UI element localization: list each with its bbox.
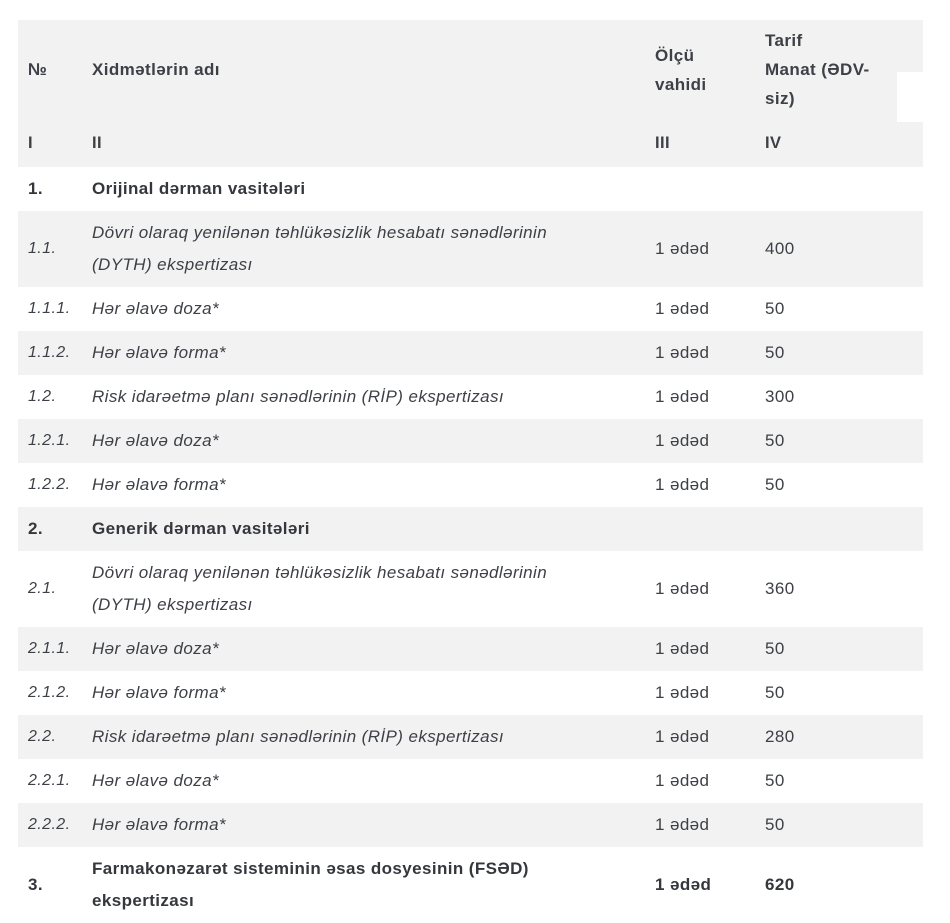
cell-no: 1. [28,179,43,198]
column-header-no [18,55,92,84]
header-roman-row [18,119,923,167]
cell-no: 2.2. [28,728,57,745]
cell-name [92,173,655,206]
cell-name [92,513,655,546]
cell-tarif: 620 [765,875,795,894]
service-name: Risk idarəetmə planı sənədlərinin (RİP) ekspertizası [92,727,504,747]
cell-no: 1.2.1. [28,432,71,449]
table-header [18,20,923,167]
table-row [18,803,923,847]
cell-tarif: 50 [765,771,785,790]
cell-unit: 1 ədəd [655,387,710,406]
column-header-unit [655,41,765,99]
cell-no: 2. [28,519,43,538]
table-row [18,375,923,419]
cell-no: 2.2.1. [28,772,71,789]
table-body [18,167,923,923]
cell-name [92,809,655,842]
roman-numeral-II: II [92,133,102,152]
cell-unit: 1 ədəd [655,343,710,362]
service-name: Generik dərman vasitələri [92,519,310,539]
table-row [18,463,923,507]
service-name: Dövri olaraq yenilənən təhlükəsizlik hesabatı sənədlərinin (DYTH) ekspertizası [92,563,548,614]
tariff-table [18,20,923,923]
table-row [18,287,923,331]
table-row [18,715,923,759]
cell-unit: 1 ədəd [655,727,710,746]
cell-tarif: 400 [765,239,795,258]
header-label-row [18,20,923,119]
header-white-notch [897,72,923,122]
service-name: Hər əlavə doza* [92,299,219,319]
cell-tarif: 50 [765,475,785,494]
roman-numeral-III: III [655,133,670,152]
cell-tarif: 50 [765,343,785,362]
table-row [18,551,923,627]
cell-no: 1.1.1. [28,300,71,317]
column-header-tarif-line2: Manat (ƏDV- [765,60,870,79]
cell-unit: 1 ədəd [655,875,712,894]
service-name: Dövri olaraq yenilənən təhlükəsizlik hesabatı sənədlərinin (DYTH) ekspertizası [92,223,548,274]
cell-no: 1.1.2. [28,344,71,361]
cell-no: 1.2. [28,388,57,405]
cell-unit: 1 ədəd [655,475,710,494]
table-row [18,211,923,287]
table-row [18,419,923,463]
cell-name [92,469,655,502]
service-name: Hər əlavə forma* [92,475,226,495]
column-header-tarif-line1: Tarif [765,31,803,50]
cell-name [92,293,655,326]
roman-numeral-I: I [28,133,33,152]
table-row [18,507,923,551]
column-header-no-label: № [28,60,48,79]
cell-unit: 1 ədəd [655,639,710,658]
cell-tarif: 50 [765,639,785,658]
table-row [18,167,923,211]
table-row [18,627,923,671]
roman-numeral-IV: IV [765,133,782,152]
service-name: Orijinal dərman vasitələri [92,179,306,199]
cell-name [92,765,655,798]
cell-name [92,217,655,281]
cell-unit: 1 ədəd [655,299,710,318]
service-name: Risk idarəetmə planı sənədlərinin (RİP) ekspertizası [92,387,504,407]
cell-no: 2.1.2. [28,684,71,701]
cell-name [92,721,655,754]
service-name: Hər əlavə forma* [92,815,226,835]
cell-tarif: 280 [765,727,795,746]
cell-name [92,337,655,370]
cell-no: 2.1.1. [28,640,71,657]
cell-no: 1.1. [28,240,57,257]
cell-name [92,557,655,621]
cell-name [92,633,655,666]
cell-no: 2.1. [28,580,57,597]
cell-name [92,425,655,458]
cell-unit: 1 ədəd [655,815,710,834]
cell-name [92,381,655,414]
table-row [18,847,923,923]
service-name: Hər əlavə doza* [92,639,219,659]
table-row [18,671,923,715]
cell-name [92,853,655,917]
table-row [18,759,923,803]
column-header-tarif-line3: siz) [765,89,795,108]
service-name: Hər əlavə doza* [92,771,219,791]
table-row [18,331,923,375]
cell-tarif: 50 [765,431,785,450]
cell-tarif: 50 [765,683,785,702]
service-name: Hər əlavə forma* [92,343,226,363]
cell-no: 1.2.2. [28,476,71,493]
cell-unit: 1 ədəd [655,431,710,450]
cell-unit: 1 ədəd [655,683,710,702]
service-name: Hər əlavə forma* [92,683,226,703]
column-header-unit-line1: Ölçü [655,45,695,65]
service-name: Farmakonəzarət sisteminin əsas dosyesinin (FSƏD) ekspertizası [92,859,529,910]
cell-no: 2.2.2. [28,816,71,833]
cell-name [92,677,655,710]
cell-no: 3. [28,875,43,894]
cell-unit: 1 ədəd [655,771,710,790]
column-header-name [92,55,655,84]
column-header-name-label: Xidmətlərin adı [92,60,220,79]
cell-tarif: 360 [765,579,795,598]
column-header-unit-line2: vahidi [655,74,707,94]
service-name: Hər əlavə doza* [92,431,219,451]
cell-unit: 1 ədəd [655,579,710,598]
cell-tarif: 300 [765,387,795,406]
cell-unit: 1 ədəd [655,239,710,258]
cell-tarif: 50 [765,815,785,834]
cell-tarif: 50 [765,299,785,318]
